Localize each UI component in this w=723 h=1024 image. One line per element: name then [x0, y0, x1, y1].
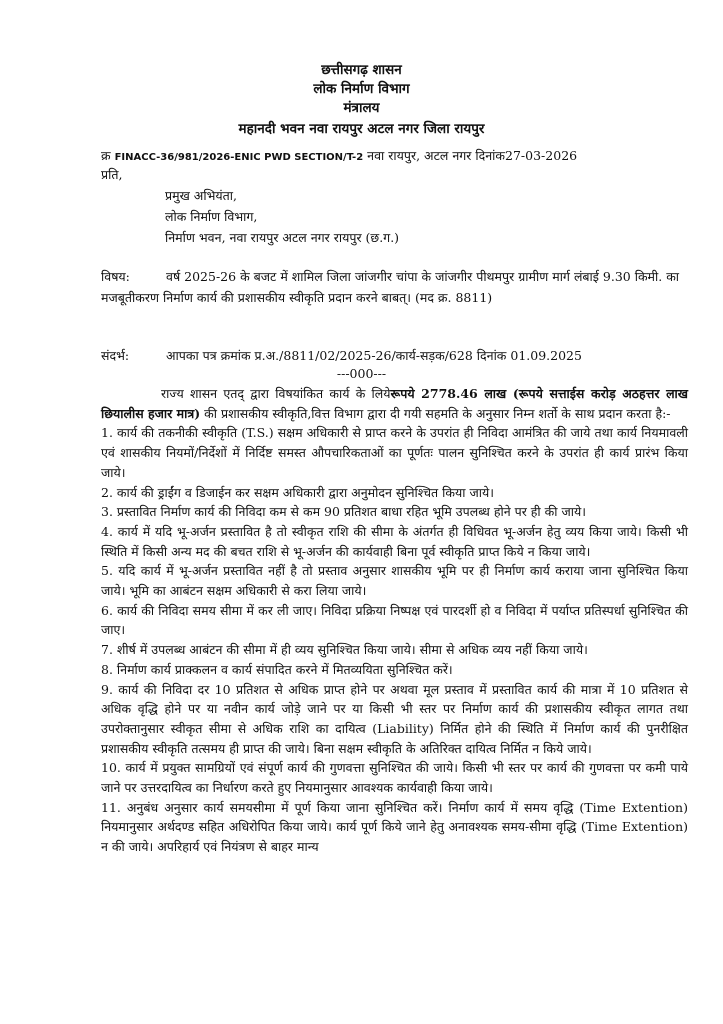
subject-block: [101, 266, 686, 308]
addressee-line: प्रमुख अभियंता,: [165, 188, 237, 203]
condition-item: 3. प्रस्तावित निर्माण कार्य की निविदा कम से कम 90 प्रतिशत बाधा रहित भूमि उपलब्ध होने पर ही की जाये।: [101, 504, 586, 520]
condition-item: 4. कार्य में यदि भू-अर्जन प्रस्तावित है तो स्वीकृत राशि की सीमा के अंतर्गत ही विधिवत भू-अर्जन हेतु व्यय किया जाये। किसी भी स्थिति में किसी अन्य मद की बचत राशि से भू-अर्जन की कार्यवाही बिना पूर्व स्वीकृति प्राप्त किये न किया जाये।: [101, 523, 688, 559]
condition-item: 2. कार्य की ड्राईंग व डिजाईन कर सक्षम अधिकारी द्वारा अनुमोदन सुनिश्चित किया जाये।: [101, 484, 494, 500]
condition-item: 11. अनुबंध अनुसार कार्य समयसीमा में पूर्ण किया जाना सुनिश्चित करें। निर्माण कार्य में समय वृद्धि (Time Extention) नियमानुसार अर्थदण्ड सहित अधिरोपित किया जाये। कार्य पूर्ण किये जाने हेतु अनावश्यक समय-सीमा वृद्धि (Time Extention) न की जाये। अपरिहार्य एवं नियंत्रण से बाहर मान्य: [101, 799, 688, 855]
ref-prefix: क्र: [101, 148, 111, 163]
addressee-line: लोक निर्माण विभाग,: [165, 209, 258, 224]
separator: ---000---: [336, 366, 387, 381]
addressee-line: निर्माण भवन, नवा रायपुर अटल नगर रायपुर (छ.ग.): [165, 230, 400, 245]
letter-body: [101, 384, 688, 857]
ref-place-date: नवा रायपुर, अटल नगर दिनांक27-03-2026: [367, 148, 578, 163]
intro-paragraph: [101, 384, 688, 423]
ministry-label: मंत्रालय: [343, 100, 380, 116]
ref-code: FINACC-36/981/2026-ENIC PWD SECTION/T-2: [114, 152, 364, 163]
condition-item: 1. कार्य की तकनीकी स्वीकृति (T.S.) सक्षम अधिकारी से प्राप्त करने के उपरांत ही निविदा आमंत्रित की जाये तथा कार्य नियमावली एवं शासकीय नियमों/निर्देशों में निर्दिष्ट समस्त औपचारिकताओं का पूर्णतः पालन सुनिश्चित करने के उपरांत ही कार्य प्रारंभ किया जाये।: [101, 425, 688, 480]
intro-after: की प्रशासकीय स्वीकृति,वित्त विभाग द्वारा दी गयी सहमति के अनुसार निम्न शर्तो के साथ प्रदान करता है:-: [204, 405, 671, 421]
intro-before: राज्य शासन एतद् द्वारा विषयांकित कार्य के लिये: [161, 386, 391, 401]
condition-item: 6. कार्य की निविदा समय सीमा में कर ली जाए। निविदा प्रक्रिया निष्पक्ष एवं पारदर्शी हो व निविदा में पर्याप्त प्रतिस्पर्धा सुनिश्चित की जाए।: [101, 602, 688, 638]
reference-text: आपका पत्र क्रमांक प्र.अ./8811/02/2025-26/कार्य-सड़क/628 दिनांक 01.09.2025: [166, 348, 582, 363]
condition-item: 9. कार्य की निविदा दर 10 प्रतिशत से अधिक प्राप्त होने पर अथवा मूल प्रस्ताव में प्रस्तावित कार्य की मात्रा में 10 प्रतिशत से अधिक वृद्धि होने पर या नवीन कार्य जोड़े जाने पर या किसी भी स्तर पर निर्माण कार्य की प्रशासकीय स्वीकृत लागत तथा उपरोक्तानुसार स्वीकृत सीमा से अधिक राशि का दायित्व (Liability) निर्मित होने की स्थिति में निर्माण कार्य की पुनरीक्षित प्रशासकीय स्वीकृति तत्समय ही प्राप्त की जाये। बिना सक्षम स्वीकृति के अतिरिक्त दायित्व निर्मित न किये जाये।: [101, 681, 688, 756]
reference-label: संदर्भ:: [101, 348, 130, 363]
office-address: महानदी भवन नवा रायपुर अटल नगर जिला रायपुर: [238, 121, 485, 137]
condition-item: 10. कार्य में प्रयुक्त सामग्रियों एवं संपूर्ण कार्य की गुणवत्ता सुनिश्चित की जाये। किसी भी स्तर पर कार्य की गुणवत्ता पर कमी पाये जाने पर उत्तरदायित्व का निर्धारण करते हुए नियमानुसार आवश्यक कार्यवाही किया जाये।: [101, 760, 688, 796]
reference-block: [101, 347, 582, 364]
sanction-amount: रूपये 2778.46 लाख (रूपये सत्ताईस करोड़ अठहत्तर लाख छियालीस हजार मात्र): [101, 386, 689, 421]
subject-label: विषय:: [101, 269, 130, 284]
govt-name: छत्तीसगढ़ शासन: [321, 62, 402, 78]
reference-number-line: [101, 147, 577, 164]
prati-label: प्रति,: [101, 167, 123, 182]
condition-item: 7. शीर्ष में उपलब्ध आबंटन की सीमा में ही व्यय सुनिश्चित किया जाये। सीमा से अधिक व्यय नहीं किया जाये।: [101, 642, 588, 658]
condition-item: 8. निर्माण कार्य प्राक्कलन व कार्य संपादित करने में मितव्ययिता सुनिश्चित करें।: [101, 661, 453, 677]
subject-text: वर्ष 2025-26 के बजट में शामिल जिला जांजगीर चांपा के जांजगीर पीथमपुर ग्रामीण मार्ग लंबाई 9.30 किमी. का मजबूतीकरण निर्माण कार्य की प्रशासकीय स्वीकृति प्रदान करने बाबत्। (मद क्र. 8811): [101, 269, 680, 305]
condition-item: 5. यदि कार्य में भू-अर्जन प्रस्तावित नहीं है तो प्रस्ताव अनुसार शासकीय भूमि पर ही निर्माण कार्य कराया जाना सुनिश्चित किया जाये। भूमि का आबंटन सक्षम अधिकारी से करा लिया जाये।: [101, 563, 688, 599]
department-name: लोक निर्माण विभाग: [313, 81, 410, 97]
